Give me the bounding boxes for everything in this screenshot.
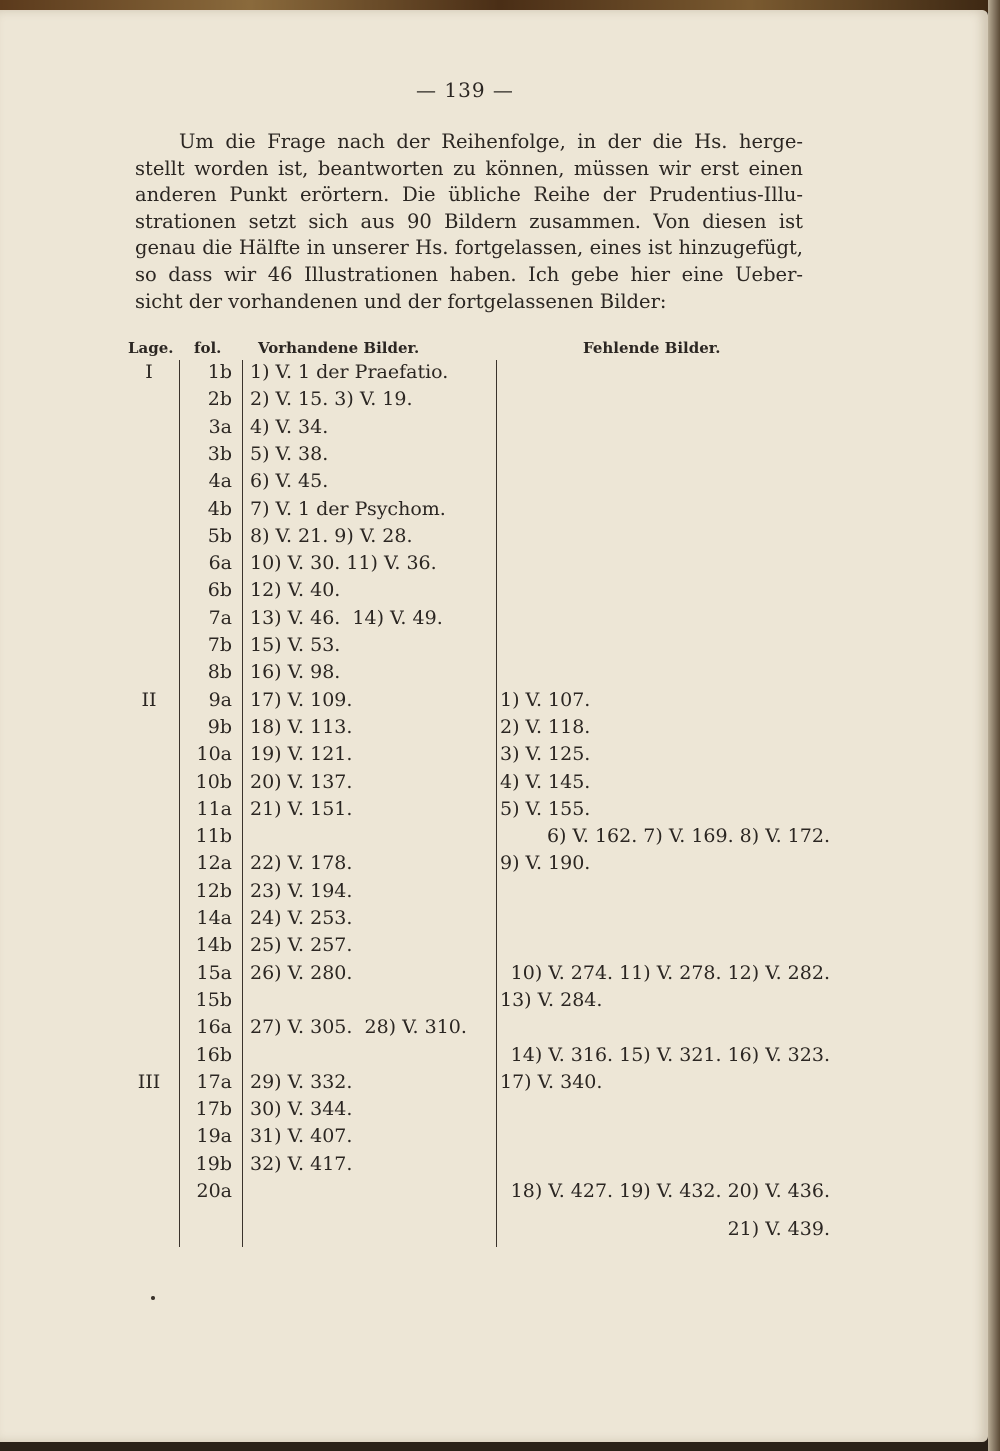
fehlende-cell: 14) V. 316. 15) V. 321. 16) V. 323. bbox=[510, 1044, 830, 1066]
fol-cell: 14b bbox=[195, 934, 232, 956]
fehlende-cell: 18) V. 427. 19) V. 432. 20) V. 436. bbox=[510, 1180, 830, 1202]
vorhandene-cell: 17) V. 109. bbox=[250, 689, 353, 711]
fol-cell: 20a bbox=[196, 1180, 232, 1202]
fehlende-cell: 17) V. 340. bbox=[500, 1071, 603, 1093]
fol-cell: 3a bbox=[208, 416, 232, 438]
paragraph-line: strationen setzt sich aus 90 Bildern zusammen. Von diesen ist bbox=[135, 209, 803, 233]
vorhandene-cell: 25) V. 257. bbox=[250, 934, 353, 956]
fol-cell: 15b bbox=[195, 989, 232, 1011]
vorhandene-cell: 20) V. 137. bbox=[250, 771, 353, 793]
fehlende-continuation: 21) V. 439. bbox=[727, 1218, 830, 1240]
vorhandene-cell: 19) V. 121. bbox=[250, 743, 353, 765]
vorhandene-cell: 29) V. 332. bbox=[250, 1071, 353, 1093]
lage-cell: I bbox=[145, 361, 153, 383]
fol-cell: 5b bbox=[207, 525, 232, 547]
fehlende-cell: 9) V. 190. bbox=[500, 852, 591, 874]
fol-cell: 17a bbox=[196, 1071, 232, 1093]
vorhandene-cell: 23) V. 194. bbox=[250, 880, 353, 902]
fol-cell: 4b bbox=[207, 498, 232, 520]
vorhandene-cell: 13) V. 46. 14) V. 49. bbox=[250, 607, 443, 629]
paragraph-line: stellt worden ist, beantworten zu können, müssen wir erst einen bbox=[135, 156, 803, 180]
fol-cell: 8b bbox=[207, 661, 232, 683]
fol-cell: 19a bbox=[196, 1125, 232, 1147]
fol-cell: 7b bbox=[207, 634, 232, 656]
vorhandene-cell: 2) V. 15. 3) V. 19. bbox=[250, 388, 413, 410]
vorhandene-cell: 5) V. 38. bbox=[250, 443, 329, 465]
paragraph-line: anderen Punkt erörtern. Die übliche Reihe der Prudentius-Illu- bbox=[135, 183, 803, 207]
fehlende-cell: 10) V. 274. 11) V. 278. 12) V. 282. bbox=[510, 962, 830, 984]
fol-cell: 2b bbox=[207, 388, 232, 410]
vorhandene-cell: 26) V. 280. bbox=[250, 962, 353, 984]
fol-cell: 10b bbox=[195, 771, 232, 793]
header-lage: Lage. bbox=[128, 339, 174, 357]
fol-cell: 9a bbox=[208, 689, 232, 711]
header-fehlende: Fehlende Bilder. bbox=[583, 339, 721, 357]
paragraph-line: sicht der vorhandenen und der fortgelassenen Bilder: bbox=[135, 289, 667, 313]
vorhandene-cell: 27) V. 305. 28) V. 310. bbox=[250, 1016, 467, 1038]
vorhandene-cell: 4) V. 34. bbox=[250, 416, 329, 438]
vorhandene-cell: 15) V. 53. bbox=[250, 634, 341, 656]
fol-cell: 16a bbox=[196, 1016, 232, 1038]
vorhandene-cell: 31) V. 407. bbox=[250, 1125, 353, 1147]
fol-cell: 11b bbox=[195, 825, 232, 847]
header-vorhandene: Vorhandene Bilder. bbox=[258, 339, 420, 357]
vorhandene-cell: 1) V. 1 der Praefatio. bbox=[250, 361, 449, 383]
fol-cell: 9b bbox=[207, 716, 232, 738]
fol-cell: 4a bbox=[208, 470, 232, 492]
fehlende-cell: 3) V. 125. bbox=[500, 743, 591, 765]
ink-speck bbox=[151, 1296, 155, 1300]
fol-cell: 3b bbox=[207, 443, 232, 465]
lage-cell: II bbox=[141, 689, 157, 711]
column-rule bbox=[242, 360, 243, 1247]
fol-cell: 15a bbox=[196, 962, 232, 984]
column-rule bbox=[496, 360, 497, 1247]
vorhandene-cell: 30) V. 344. bbox=[250, 1098, 353, 1120]
fol-cell: 6b bbox=[207, 579, 232, 601]
fehlende-cell: 5) V. 155. bbox=[500, 798, 591, 820]
fol-cell: 16b bbox=[195, 1044, 232, 1066]
vorhandene-cell: 21) V. 151. bbox=[250, 798, 353, 820]
fol-cell: 10a bbox=[196, 743, 232, 765]
page-number: — 139 — bbox=[416, 78, 514, 102]
fol-cell: 7a bbox=[208, 607, 232, 629]
fol-cell: 1b bbox=[207, 361, 232, 383]
paragraph-line: Um die Frage nach der Reihenfolge, in der die Hs. herge- bbox=[179, 130, 803, 153]
vorhandene-cell: 10) V. 30. 11) V. 36. bbox=[250, 552, 437, 574]
fehlende-cell: 4) V. 145. bbox=[500, 771, 591, 793]
fol-cell: 12a bbox=[196, 852, 232, 874]
column-rule bbox=[179, 360, 180, 1247]
fol-cell: 12b bbox=[195, 880, 232, 902]
vorhandene-cell: 7) V. 1 der Psychom. bbox=[250, 498, 446, 520]
fol-cell: 19b bbox=[195, 1153, 232, 1175]
header-fol: fol. bbox=[194, 339, 222, 357]
fol-cell: 17b bbox=[195, 1098, 232, 1120]
fehlende-cell: 6) V. 162. 7) V. 169. 8) V. 172. bbox=[546, 825, 830, 847]
fol-cell: 14a bbox=[196, 907, 232, 929]
paragraph-line: genau die Hälfte in unserer Hs. fortgelassen, eines ist hinzugefügt, bbox=[135, 236, 803, 260]
vorhandene-cell: 6) V. 45. bbox=[250, 470, 329, 492]
vorhandene-cell: 32) V. 417. bbox=[250, 1153, 353, 1175]
lage-cell: III bbox=[137, 1071, 161, 1093]
book-spine-shadow bbox=[988, 0, 1000, 1451]
fehlende-cell: 13) V. 284. bbox=[500, 989, 603, 1011]
fol-cell: 6a bbox=[208, 552, 232, 574]
fehlende-cell: 2) V. 118. bbox=[500, 716, 591, 738]
fehlende-cell: 1) V. 107. bbox=[500, 689, 591, 711]
fol-cell: 11a bbox=[196, 798, 232, 820]
vorhandene-cell: 12) V. 40. bbox=[250, 579, 341, 601]
vorhandene-cell: 22) V. 178. bbox=[250, 852, 353, 874]
paragraph-line: so dass wir 46 Illustrationen haben. Ich gebe hier eine Ueber- bbox=[135, 262, 803, 286]
vorhandene-cell: 24) V. 253. bbox=[250, 907, 353, 929]
vorhandene-cell: 8) V. 21. 9) V. 28. bbox=[250, 525, 413, 547]
intro-paragraph bbox=[135, 129, 803, 315]
vorhandene-cell: 16) V. 98. bbox=[250, 661, 341, 683]
vorhandene-cell: 18) V. 113. bbox=[250, 716, 353, 738]
